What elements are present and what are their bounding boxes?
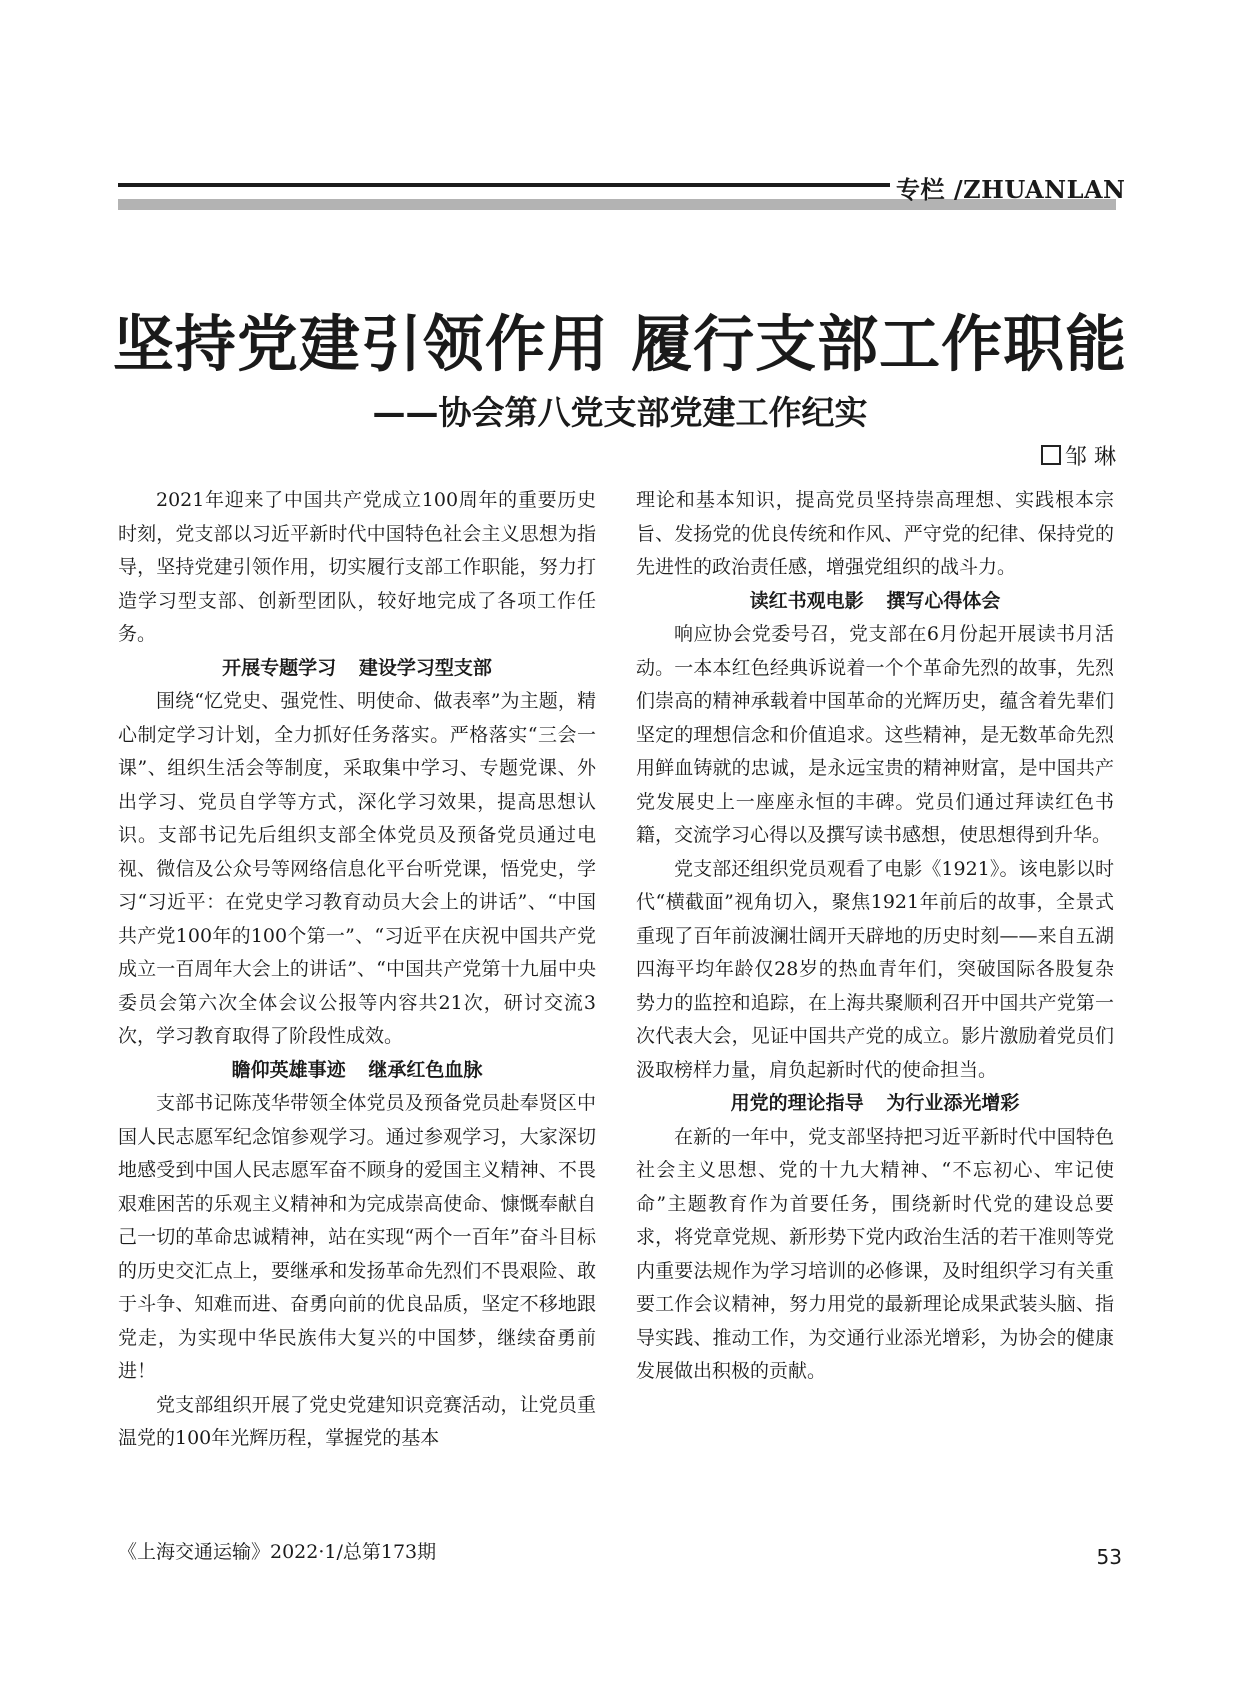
page-number: 53 [1096, 1545, 1122, 1569]
body-paragraph: 在新的一年中，党支部坚持把习近平新时代中国特色社会主义思想、党的十九大精神、“不忘初心、牢记使命”主题教育作为首要任务，围绕新时代党的建设总要求，将党章党规、新形势下党内政治生活的若干准则等党内重要法规作为学习培训的必修课，及时组织学习有关重要工作会议精神，努力用党的最新理论成果武装头脑、指导实践、推动工作，为交通行业添光增彩，为协会的健康发展做出积极的贡献。 [636, 1125, 1114, 1382]
intro-paragraph: 2021年迎来了中国共产党成立100周年的重要历史时刻，党支部以习近平新时代中国特色社会主义思想为指导，坚持党建引领作用，切实履行支部工作职能，努力打造学习型支部、创新型团队，较好地完成了各项工作任务。 [118, 489, 596, 645]
body-paragraph: 党支部还组织党员观看了电影《1921》。该电影以时代“横截面”视角切入，聚焦1921年前后的故事，全景式重现了百年前波澜壮阔开天辟地的历史时刻——来自五湖四海平均年龄仅28岁的热血青年们，突破国际各股复杂势力的监控和追踪，在上海共聚顺利召开中国共产党第一次代表大会，见证中国共产党的成立。影片激励着党员们汲取榜样力量，肩负起新时代的使命担当。 [636, 857, 1114, 1081]
journal-footer: 《上海交通运输》2022·1/总第173期 [118, 1541, 437, 1563]
section-heading-part: 用党的理论指导 [730, 1092, 864, 1114]
header-rule [118, 183, 890, 187]
author-box-icon [1041, 445, 1061, 465]
section-heading-part: 开展专题学习 [222, 656, 337, 679]
column-label: 专栏 /ZHUANLAN [896, 175, 1126, 204]
right-column [636, 484, 1114, 1389]
section-heading-part: 撰写心得体会 [886, 589, 1001, 612]
left-column [118, 484, 596, 1456]
author-name: 邹 琳 [1065, 445, 1116, 470]
section-heading-part: 读红书观电影 [749, 589, 864, 612]
section-heading-heroes [118, 1054, 596, 1088]
article-author [1041, 440, 1116, 471]
section-heading-study [118, 652, 596, 686]
body-paragraph: 围绕“忆党史、强党性、明使命、做表率”为主题，精心制定学习计划，全力抓好任务落实。严格落实“三会一课”、组织生活会等制度，采取集中学习、专题党课、外出学习、党员自学等方式，深化学习效果，提高思想认识。支部书记先后组织支部全体党员及预备党员通过电视、微信及公众号等网络信息化平台听党课，悟党史，学习“习近平：在党史学习教育动员大会上的讲话”、“中国共产党100年的100个第一”、“习近平在庆祝中国共产党成立一百周年大会上的讲话”、“中国共产党第十九届中央委员会第六次全体会议公报等内容共21次，研讨交流3次，学习教育取得了阶段性成效。 [118, 690, 596, 1047]
section-heading-part: 建设学习型支部 [358, 656, 492, 679]
section-heading-theory [636, 1087, 1114, 1121]
section-heading-part: 瞻仰英雄事迹 [231, 1058, 346, 1081]
body-paragraph: 党支部组织开展了党史党建知识竞赛活动，让党员重温党的100年光辉历程，掌握党的基本 [118, 1393, 596, 1449]
article-title: 坚持党建引领作用 履行支部工作职能 [112, 309, 1128, 380]
section-heading-reading [636, 585, 1114, 619]
continued-paragraph: 理论和基本知识，提高党员坚持崇高理想、实践根本宗旨、发扬党的优良传统和作风、严守党的纪律、保持党的先进性的政治责任感，增强党组织的战斗力。 [636, 489, 1114, 578]
section-heading-part: 为行业添光增彩 [886, 1092, 1020, 1114]
article-subtitle: ——协会第八党支部党建工作纪实 [372, 393, 868, 432]
body-paragraph: 支部书记陈茂华带领全体党员及预备党员赴奉贤区中国人民志愿军纪念馆参观学习。通过参观学习，大家深切地感受到中国人民志愿军奋不顾身的爱国主义精神、不畏艰难困苦的乐观主义精神和为完成崇高使命、慷慨奉献自己一切的革命忠诚精神，站在实现“两个一百年”奋斗目标的历史交汇点上，要继承和发扬革命先烈们不畏艰险、敢于斗争、知难而进、奋勇向前的优良品质，坚定不移地跟党走，为实现中华民族伟大复兴的中国梦，继续奋勇前进！ [118, 1092, 596, 1382]
section-heading-part: 继承红色血脉 [368, 1058, 483, 1081]
body-paragraph: 响应协会党委号召，党支部在6月份起开展读书月活动。一本本红色经典诉说着一个个革命先烈的故事，先烈们崇高的精神承载着中国革命的光辉历史，蕴含着先辈们坚定的理想信念和价值追求。这些精神，是无数革命先烈用鲜血铸就的忠诚，是永远宝贵的精神财富，是中国共产党发展史上一座座永恒的丰碑。党员们通过拜读红色书籍，交流学习心得以及撰写读书感想，使思想得到升华。 [636, 623, 1114, 846]
